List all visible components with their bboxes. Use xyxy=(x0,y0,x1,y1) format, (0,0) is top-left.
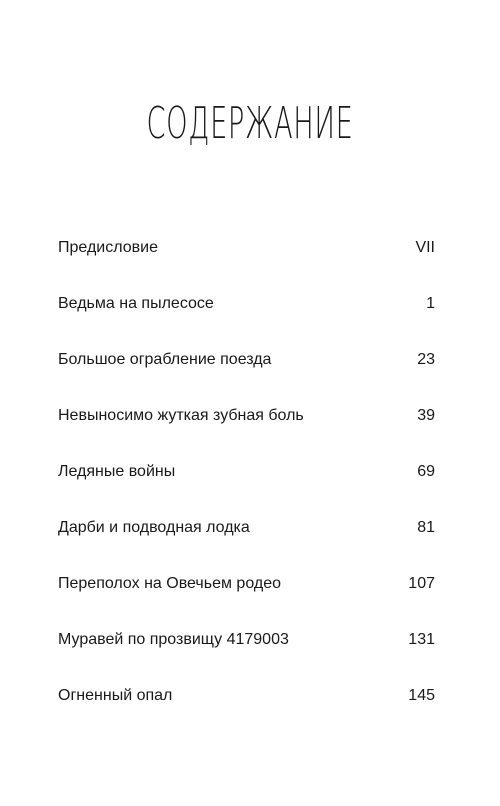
toc-entry-page: 131 xyxy=(408,631,435,648)
toc-entry-label: Невыносимо жуткая зубная боль xyxy=(58,407,304,424)
toc-entry-label: Ледяные войны xyxy=(58,463,176,480)
toc-entry-page: 145 xyxy=(408,687,435,704)
toc-entry-witch-on-vacuum[interactable] xyxy=(58,288,435,344)
toc-entry-label: Ведьма на пылесосе xyxy=(58,295,214,312)
toc-entry-page: 39 xyxy=(417,407,435,424)
table-of-contents xyxy=(58,232,435,736)
toc-entry-fire-opal[interactable] xyxy=(58,680,435,736)
toc-entry-label: Большое ограбление поезда xyxy=(58,351,272,368)
toc-entry-label: Предисловие xyxy=(58,239,158,256)
toc-entry-label: Муравей по прозвищу 4179003 xyxy=(58,631,289,648)
toc-entry-preface[interactable] xyxy=(58,232,435,288)
toc-entry-darby-submarine[interactable] xyxy=(58,512,435,568)
toc-entry-sheep-rodeo[interactable] xyxy=(58,568,435,624)
toc-entry-label: Переполох на Овечьем родео xyxy=(58,575,281,592)
toc-entry-great-train-robbery[interactable] xyxy=(58,344,435,400)
toc-entry-page: 1 xyxy=(426,295,435,312)
toc-entry-label: Дарби и подводная лодка xyxy=(58,519,250,536)
toc-entry-ant-4179003[interactable] xyxy=(58,624,435,680)
toc-entry-page: 81 xyxy=(417,519,435,536)
toc-entry-page: VII xyxy=(415,239,435,256)
toc-entry-label: Огненный опал xyxy=(58,687,173,704)
page-title: СОДЕРЖАНИЕ xyxy=(146,98,354,149)
toc-entry-page: 107 xyxy=(408,575,435,592)
toc-entry-page: 69 xyxy=(417,463,435,480)
toc-entry-toothache[interactable] xyxy=(58,400,435,456)
toc-entry-ice-wars[interactable] xyxy=(58,456,435,512)
toc-entry-page: 23 xyxy=(417,351,435,368)
